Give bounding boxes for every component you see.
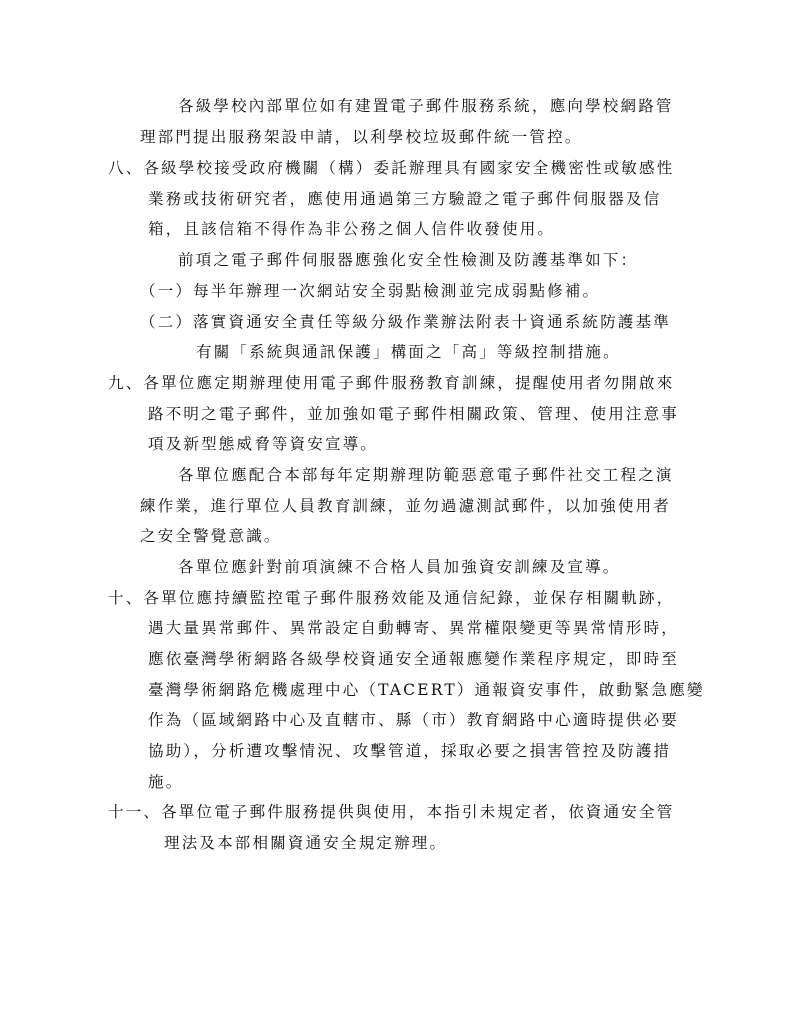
text-line: 業務或技術研究者，應使用通過第三方驗證之電子郵件伺服器及信 [148, 190, 662, 208]
text-line: 項及新型態威脅等資安宣導。 [148, 435, 379, 453]
text-line: 臺灣學術網路危機處理中心（TACERT）通報資安事件，啟動緊急應變 [148, 681, 705, 699]
text-line: 各單位應配合本部每年定期辦理防範惡意電子郵件社交工程之演 [178, 466, 674, 484]
text-line: 理部門提出服務架設申請，以利學校垃圾郵件統一管控。 [140, 128, 583, 146]
list-item-2: （二）落實資通安全責任等級分級作業辦法附表十資通系統防護基準 [140, 313, 672, 331]
text-line: 遇大量異常郵件、異常設定自動轉寄、異常權限變更等異常情形時， [148, 619, 680, 637]
text-line: 各級學校內部單位如有建置電子郵件服務系統，應向學校網路管 [178, 97, 674, 115]
text-line: 練作業，進行單位人員教育訓練，並勿過濾測試郵件，以加強使用者 [140, 497, 672, 515]
text-line: 之安全警覺意識。 [140, 527, 282, 545]
section-heading-9: 九、各單位應定期辦理使用電子郵件服務教育訓練，提醒使用者勿開啟來 [108, 374, 675, 392]
section-heading-10: 十、各單位應持續監控電子郵件服務效能及通信紀錄，並保存相關軌跡， [108, 589, 675, 607]
text-line: 作為（區域網路中心及直轄市、縣（市）教育網路中心適時提供必要 [148, 711, 680, 729]
text-line: 協助），分析遭攻擊情況、攻擊管道，採取必要之損害管控及防護措 [148, 742, 672, 760]
text-line: 前項之電子郵件伺服器應強化安全性檢測及防護基準如下： [178, 251, 639, 269]
text-line: 應依臺灣學術網路各級學校資通安全通報應變作業程序規定，即時至 [148, 650, 680, 668]
text-line: 有關「系統與通訊保護」構面之「高」等級控制措施。 [196, 343, 621, 361]
text-line: 路不明之電子郵件，並加強如電子郵件相關政策、管理、使用注意事 [148, 405, 680, 423]
section-heading-11: 十一、各單位電子郵件服務提供與使用，本指引未規定者，依資通安全管 [108, 803, 675, 821]
text-line: 理法及本部相關資通安全規定辦理。 [164, 834, 448, 852]
list-item-1: （一）每半年辦理一次網站安全弱點檢測並完成弱點修補。 [140, 282, 601, 300]
section-heading-8: 八、各級學校接受政府機關（構）委託辦理具有國家安全機密性或敏感性 [108, 159, 675, 177]
text-line: 各單位應針對前項演練不合格人員加強資安訓練及宣導。 [178, 558, 621, 576]
text-line: 箱，且該信箱不得作為非公務之個人信件收發使用。 [148, 220, 556, 238]
text-line: 施。 [148, 773, 184, 791]
